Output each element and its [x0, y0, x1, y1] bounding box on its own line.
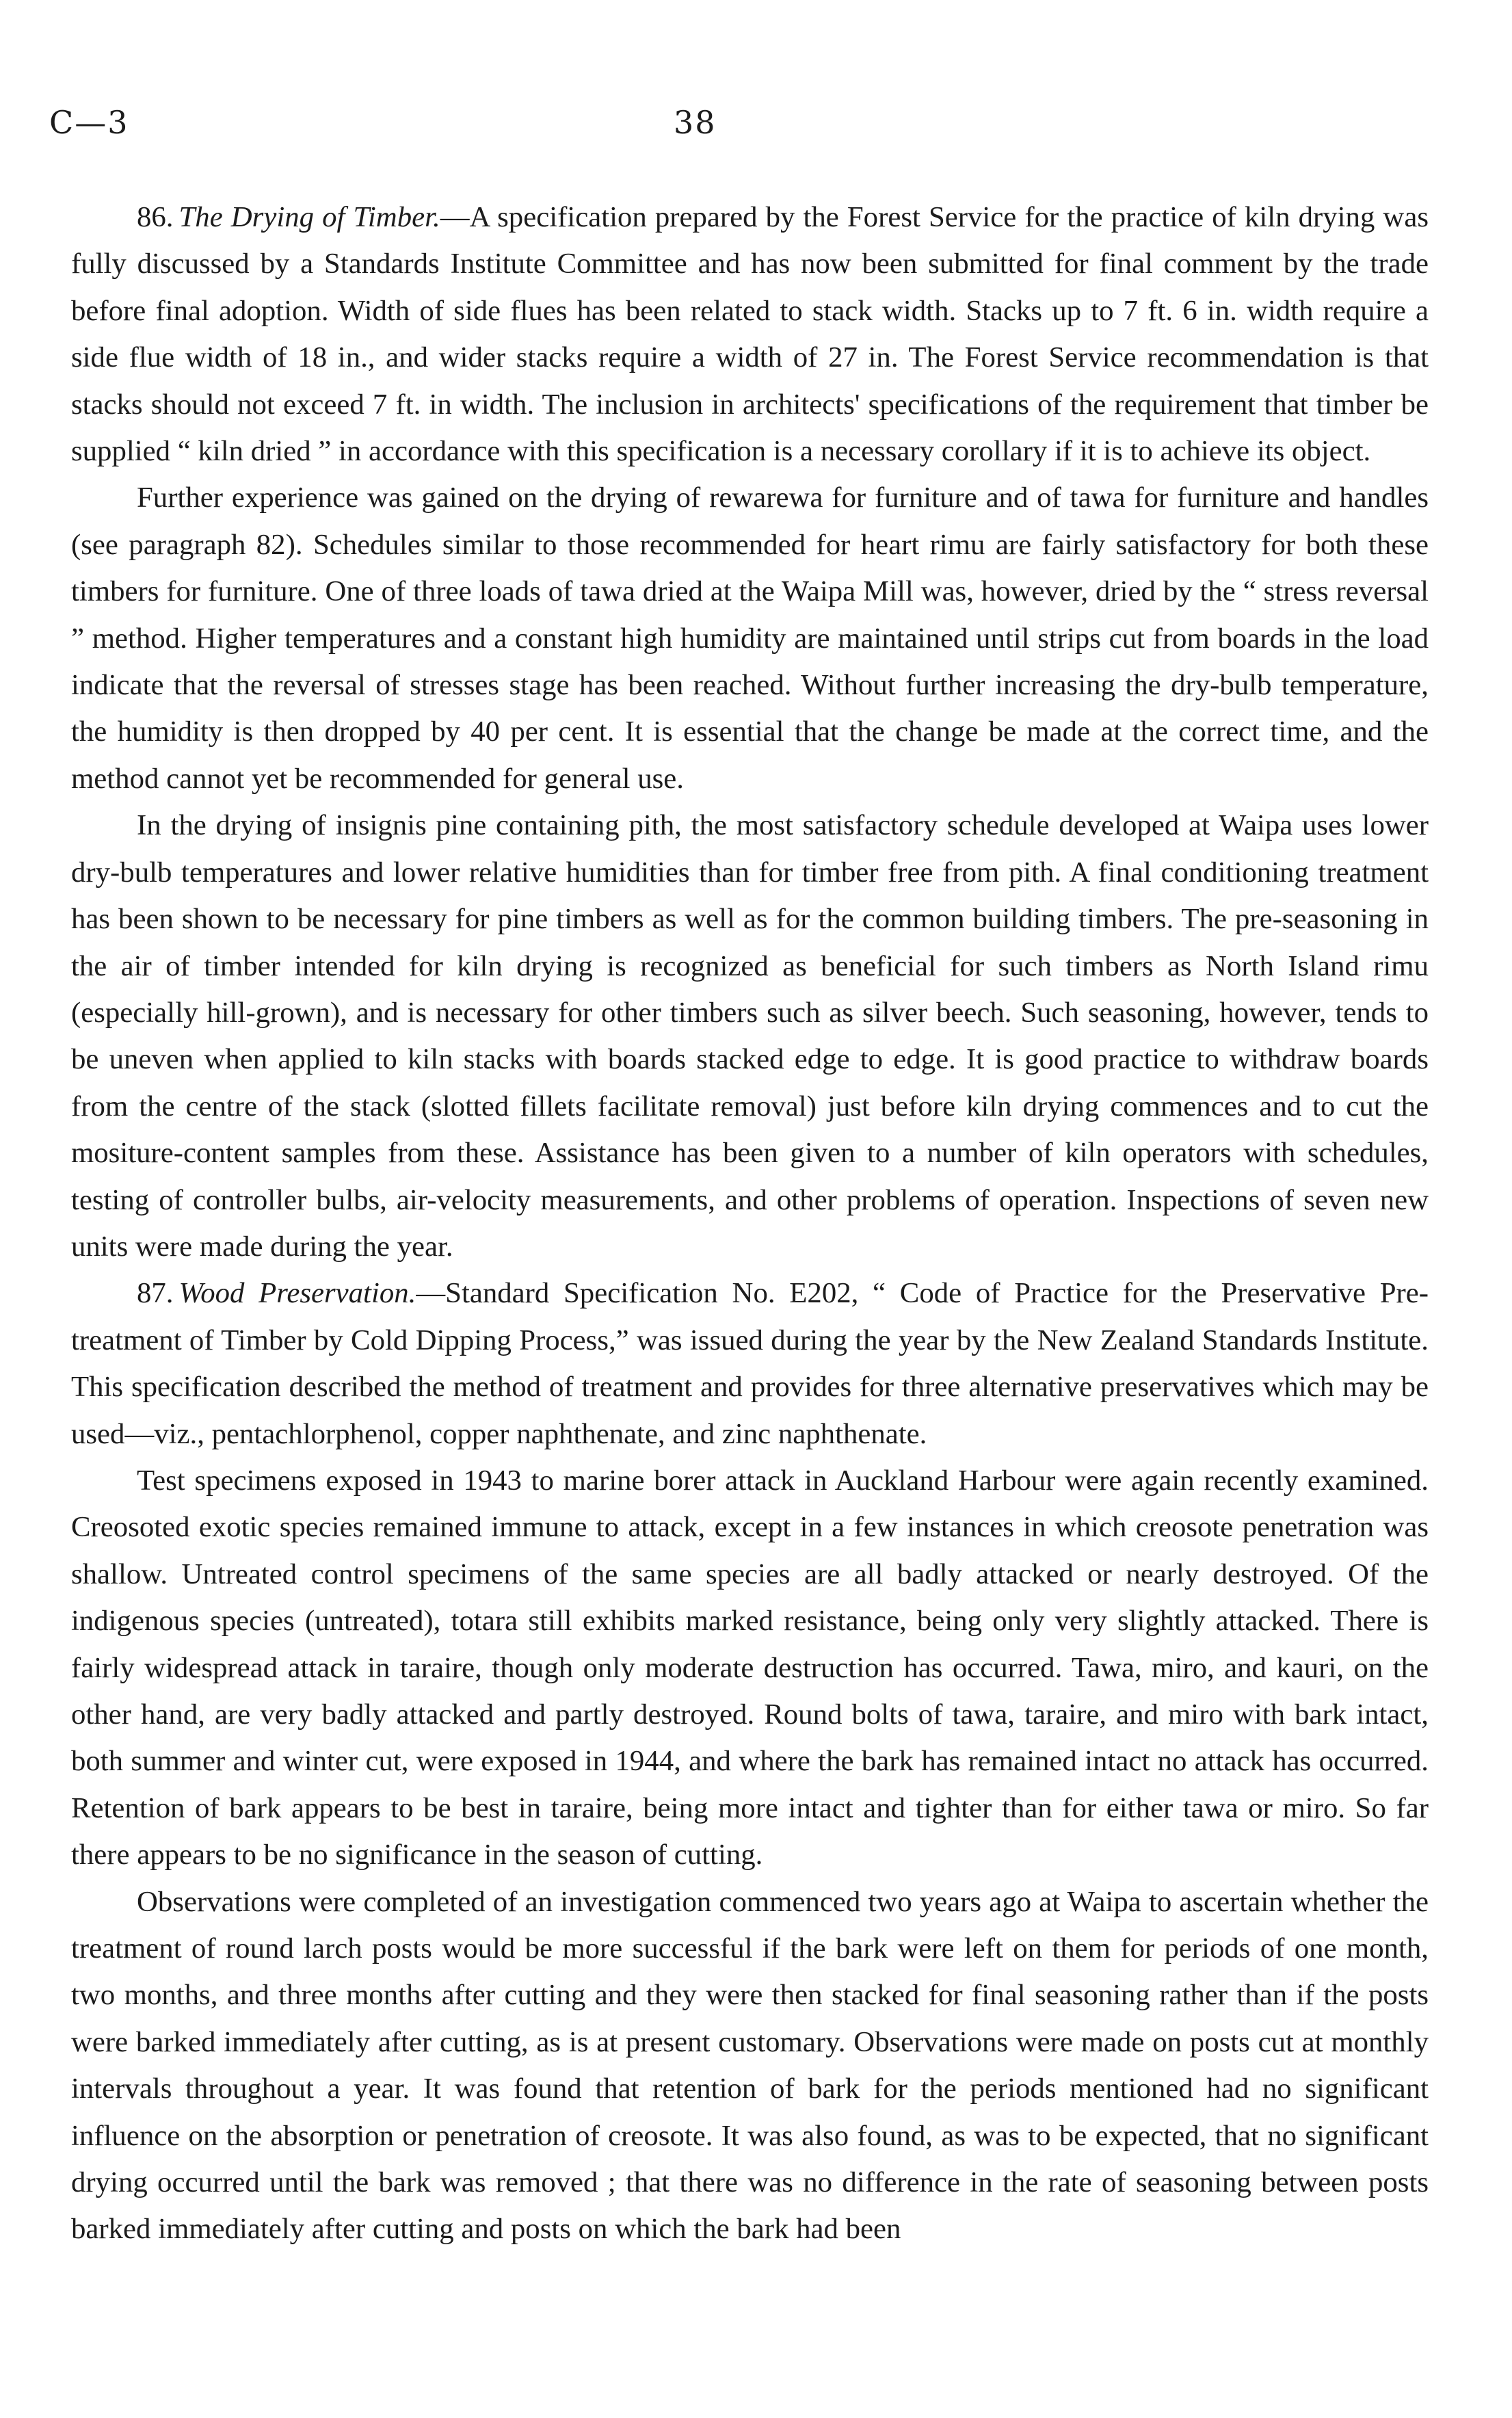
paragraph-text: —Standard Specification No. E202, “ Code of Practice for the Preservative Pre-treatment of Timber by Cold Dipping Process,” was issued during the year by the New Zealand Standards Institute. This specification described the method of treatment and provides for three alternative preservatives which may be used—viz., pentachlorphenol, copper naphthenate, and zinc naphthenate.: [71, 1277, 1429, 1450]
document-body: [71, 194, 1429, 2253]
section-number-87: 87.: [137, 1277, 174, 1310]
section-title-wood-preservation: Wood Preservation.: [178, 1277, 416, 1310]
paragraph-87-1: [71, 1270, 1429, 1458]
section-title-drying-of-timber: The Drying of Timber.: [178, 201, 440, 233]
paragraph-87-3: Observations were completed of an investigation commenced two years ago at Waipa to ascertain whether the treatment of round larch posts would be more successful if the bark were left on them for periods of one month, two months, and three months after cutting and they were then stacked for final seasoning rather than if the posts were barked immediately after cutting, as is at present customary. Observations were made on posts cut at monthly intervals throughout a year. It was found that retention of bark for the periods mentioned had no significant influence on the absorption or penetration of creosote. It was also found, as was to be expected, that no significant drying occurred until the bark was removed ; that there was no difference in the rate of seasoning between posts barked immediately after cutting and posts on which the bark had been: [71, 1885, 1429, 2246]
page-number: 38: [674, 104, 717, 141]
section-number-86: 86.: [137, 201, 174, 233]
paragraph-87-2: Test specimens exposed in 1943 to marine borer attack in Auckland Harbour were again recently examined. Creosoted exotic species remained immune to attack, except in a few instances in which creosote penetration was shallow. Untreated control specimens of the same species are all badly attacked or nearly destroyed. Of the indigenous species (untreated), totara still exhibits marked resistance, being only very slightly attacked. There is fairly widespread attack in taraire, though only moderate destruction has occurred. Tawa, miro, and kauri, on the other hand, are very badly attacked and partly destroyed. Round bolts of tawa, taraire, and miro with bark intact, both summer and winter cut, were exposed in 1944, and where the bark has remained intact no attack has occurred. Retention of bark appears to be best in taraire, being more intact and tighter than for either tawa or miro. So far there appears to be no significance in the season of cutting.: [71, 1464, 1429, 1871]
paragraph-86-1: [71, 194, 1429, 475]
report-reference: C—3: [49, 104, 129, 141]
paragraph-86-3: In the drying of insignis pine containing pith, the most satisfactory schedule developed at Waipa uses lower dry-bulb temperatures and lower relative humidities than for timber free from pith. A final conditioning treatment has been shown to be necessary for pine timbers as well as for the common building timbers. The pre-seasoning in the air of timber intended for kiln drying is recognized as beneficial for such timbers as North Island rimu (especially hill-grown), and is necessary for other timbers such as silver beech. Such seasoning, however, tends to be uneven when applied to kiln stacks with boards stacked edge to edge. It is good practice to withdraw boards from the centre of the stack (slotted fillets facilitate removal) just before kiln drying commences and to cut the mositure-content samples from these. Assistance has been given to a number of kiln operators with schedules, testing of controller bulbs, air-velocity measurements, and other problems of operation. Inspections of seven new units were made during the year.: [71, 809, 1429, 1263]
paragraph-86-2: Further experience was gained on the drying of rewarewa for furniture and of tawa for furniture and handles (see paragraph 82). Schedules similar to those recommended for heart rimu are fairly satisfactory for both these timbers for furniture. One of three loads of tawa dried at the Waipa Mill was, however, dried by the “ stress reversal ” method. Higher temperatures and a constant high humidity are maintained until strips cut from boards in the load indicate that the reversal of stresses stage has been reached. Without further increasing the dry-bulb temperature, the humidity is then dropped by 40 per cent. It is essential that the change be made at the correct time, and the method cannot yet be recommended for general use.: [71, 482, 1429, 795]
paragraph-text: —A specification prepared by the Forest Service for the practice of kiln drying was fully discussed by a Standards Institute Committee and has now been submitted for final comment by the trade before final adoption. Width of side flues has been related to stack width. Stacks up to 7 ft. 6 in. width require a side flue width of 18 in., and wider stacks require a width of 27 in. The Forest Service recommendation is that stacks should not exceed 7 ft. in width. The inclusion in architects' specifications of the requirement that timber be supplied “ kiln dried ” in accordance with this specification is a necessary corollary if it is to achieve its object.: [71, 201, 1429, 468]
